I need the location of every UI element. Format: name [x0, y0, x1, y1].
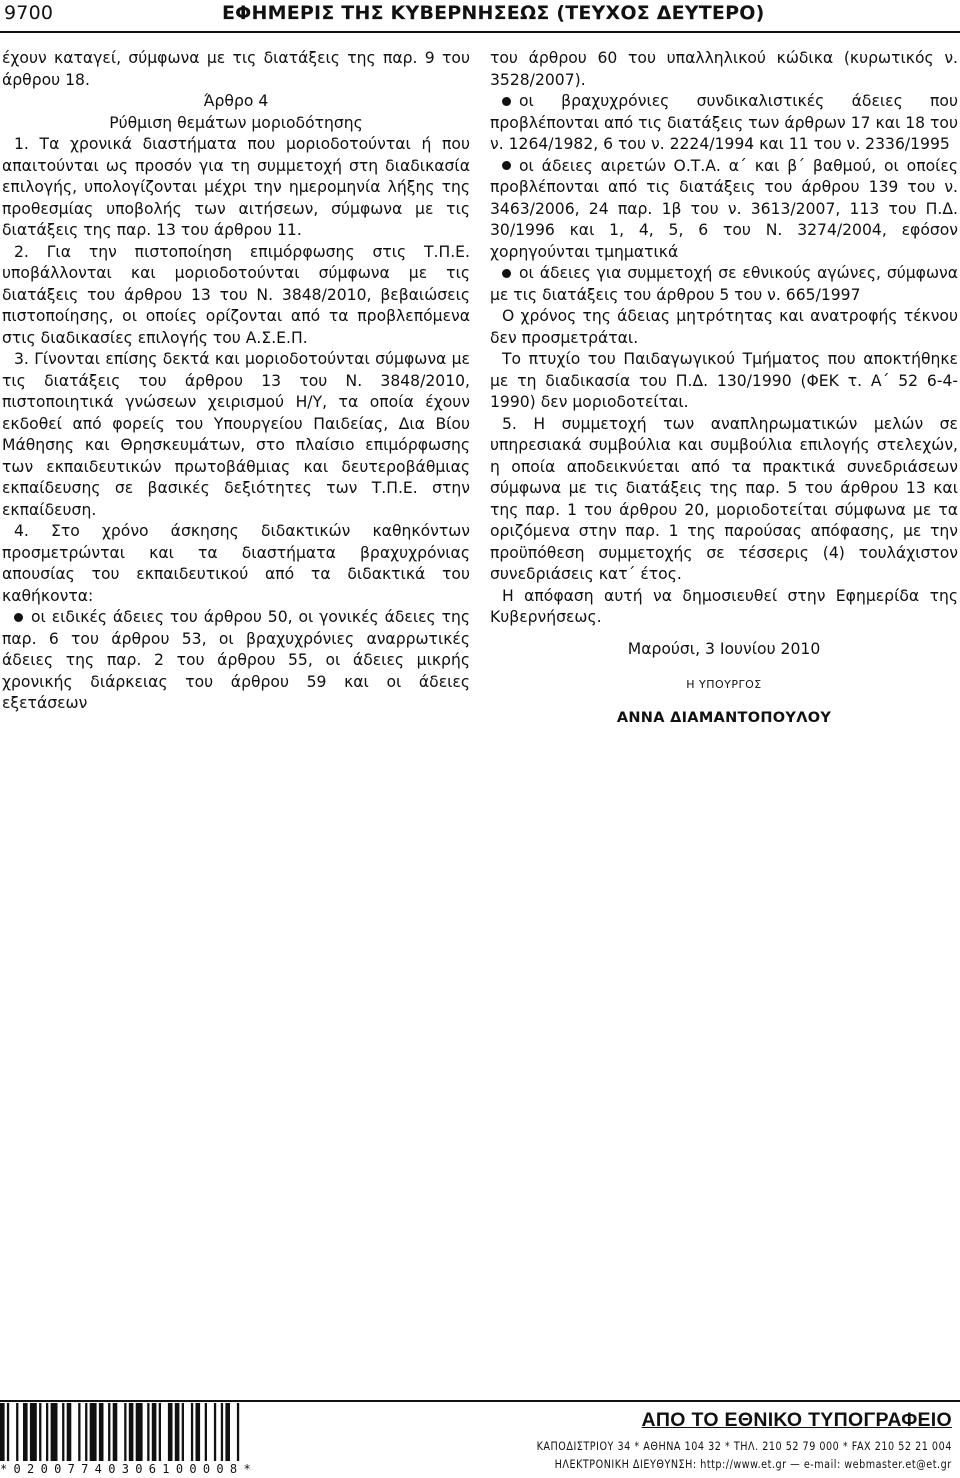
- paragraph: 3. Γίνονται επίσης δεκτά και μοριοδοτούνται σύμφωνα με τις διατάξεις του άρθρου 13 του Ν. 3848/2010, πιστοποιητικά γνώσεων χειρισμού Η/Υ, τα οποία έχουν εκδοθεί από φορείς του Υπουργείου Παιδείας, Δια Βίου Μάθησης και Θρησκευμάτων, στο πλαίσιο επιμόρφωσης των εκπαιδευτικών πρωτοβάθμιας και δευτεροβάθμιας εκπαίδευσης σε βασικές δεξιότητες των Τ.Π.Ε. στην εκπαίδευση.: [2, 350, 470, 519]
- barcode-bar: [168, 1403, 173, 1461]
- barcode-bar: [182, 1403, 184, 1461]
- barcode-bar: [205, 1403, 207, 1461]
- barcode-bar: [129, 1403, 134, 1461]
- barcode-bar: [67, 1403, 72, 1461]
- barcode-bar: [7, 1403, 9, 1461]
- paragraph: 1. Τα χρονικά διαστήματα που μοριοδοτούνται ή που απαιτούνται ως προσόν για τη συμμετοχή στη διαδικασία επιλογής, υπολογίζονται μέχρι την ημερομηνία λήξης της προθεσμίας υποβολής των αιτήσεων, σύμφωνα με τις διατάξεις της παρ. 13 του άρθρου 11.: [2, 135, 470, 239]
- left-column: [2, 48, 470, 715]
- bullet-icon: [502, 161, 511, 170]
- right-column: [490, 48, 958, 729]
- barcode-bar: [78, 1403, 80, 1461]
- barcode-bar: [175, 1403, 180, 1461]
- paragraph: 4. Στο χρόνο άσκησης διδακτικών καθηκόντων προσμετρώνται και τα διαστήματα βραχυχρόνιας απουσίας του εκπαιδευτικού από τα διδακτικά του καθήκοντα:: [2, 522, 470, 605]
- bullet-icon: [502, 97, 511, 106]
- signature-name: ΑΝΝΑ ΔΙΑΜΑΝΤΟΠΟΥΛΟΥ: [616, 709, 832, 726]
- bullet-item: [490, 91, 958, 156]
- paragraph: Το πτυχίο του Παιδαγωγικού Τμήματος που αποκτήθηκε με τη διαδικασία του Π.Δ. 130/1990 (ΦΕΚ τ. Α΄ 52 6-4-1990) δεν μοριοδοτείται.: [490, 350, 958, 411]
- footer-rule: [0, 1400, 960, 1402]
- page-header: [0, 0, 960, 32]
- bullet-text: οι άδειες αιρετών Ο.Τ.Α. α΄ και β΄ βαθμού, οι οποίες προβλέπονται από τις διατάξεις του άρθρου 139 του ν. 3463/2006, 24 παρ. 1β του ν. 3613/2007, 113 του Π.Δ. 30/1996 και 1, 4, 5, 6 του Ν. 3274/2004, εφόσον χορηγούνται τμηματικά: [490, 156, 958, 261]
- signature-date: Μαρούσι, 3 Ιουνίου 2010: [627, 639, 821, 658]
- barcode-bar: [30, 1403, 37, 1461]
- barcode-bar: [90, 1403, 97, 1461]
- barcode-bar: [152, 1403, 157, 1461]
- barcode-bar: [16, 1403, 18, 1461]
- barcode-bar: [23, 1403, 28, 1461]
- barcode-bar: [46, 1403, 48, 1461]
- journal-title: ΕΦΗΜΕΡΙΣ ΤΗΣ ΚΥΒΕΡΝΗΣΕΩΣ (ΤΕΥΧΟΣ ΔΕΥΤΕΡΟ): [222, 2, 765, 24]
- barcode-bar: [147, 1403, 149, 1461]
- bullet-text: οι άδειες για συμμετοχή σε εθνικούς αγώνες, σύμφωνα με τις διατάξεις του άρθρου 5 του ν. 665/1997: [490, 264, 958, 304]
- bullet-item: [2, 607, 470, 715]
- barcode-bar: [113, 1403, 118, 1461]
- barcode-bar: [191, 1403, 193, 1461]
- printer-contact: ΚΑΠΟΔΙΣΤΡΙΟΥ 34 * ΑΘΗΝΑ 104 32 * ΤΗΛ. 210 52 79 000 * FAX 210 52 21 004: [536, 1440, 952, 1453]
- header-rule: [0, 31, 960, 33]
- bullet-icon: [14, 613, 23, 622]
- barcode-bar: [51, 1403, 58, 1461]
- printer-web: ΗΛΕΚΤΡΟΝΙΚΗ ΔΙΕΥΘΥΝΣΗ: http://www.et.gr — e-mail: webmaster.et@et.gr: [554, 1458, 952, 1471]
- paragraph: Ο χρόνος της άδειας μητρότητας και ανατροφής τέκνου δεν προσμετράται.: [490, 307, 958, 347]
- barcode-bar: [214, 1403, 216, 1461]
- barcode-bar: [39, 1403, 41, 1461]
- paragraph: του άρθρου 60 του υπαλληλικού κώδικα (κυρωτικός ν. 3528/2007).: [490, 49, 958, 89]
- article-title: Ρύθμιση θεμάτων μοριοδότησης: [109, 113, 363, 132]
- bullet-icon: [502, 269, 511, 278]
- printer-name: ΑΠΟ ΤΟ ΕΘΝΙΚΟ ΤΥΠΟΓΡΑΦΕΙΟ: [641, 1409, 952, 1431]
- bullet-item: [490, 263, 958, 306]
- bullet-text: οι ειδικές άδειες του άρθρου 50, οι γονικές άδειες της παρ. 6 του άρθρου 53, οι βραχυχρόνιες αναρρωτικές άδειες της παρ. 2 του άρθρου 55, οι άδειες μικρής χρονικής διάρκειας του άρθρου 59 και οι άδειες εξετάσεων: [2, 608, 470, 712]
- barcode-icon: [0, 1403, 300, 1465]
- paragraph: έχουν καταγεί, σύμφωνα με τις διατάξεις της παρ. 9 του άρθρου 18.: [2, 49, 470, 89]
- barcode-bar: [136, 1403, 143, 1461]
- barcode-digits: *02007740306100008*: [0, 1462, 257, 1476]
- barcode-bar: [159, 1403, 161, 1461]
- barcode-bar: [124, 1403, 126, 1461]
- barcode-bar: [237, 1403, 239, 1461]
- barcode-bar: [0, 1403, 5, 1461]
- article-number: Άρθρο 4: [203, 92, 269, 110]
- barcode-bar: [85, 1403, 87, 1461]
- bullet-item: [490, 156, 958, 264]
- barcode-bar: [221, 1403, 223, 1461]
- paragraph: Η απόφαση αυτή να δημοσιευθεί στην Εφημερίδα της Κυβερνήσεως.: [490, 586, 958, 626]
- paragraph: 5. Η συμμετοχή των αναπληρωματικών μελών σε υπηρεσιακά συμβούλια και συμβούλια επιλογής στελεχών, η οποία αποδεικνύεται από τα πρακτικά συνεδριάσεων σύμφωνα με τις διατάξεις της παρ. 5 του άρθρου 13 και της παρ. 1 του άρθρου 20, μοριοδοτείται σύμφωνα με τα οριζόμενα στην παρ. 1 της παρούσας απόφασης, με την προϋπόθεση συμμετοχής σε τέσσερις (4) τουλάχιστον συνεδριάσεις κατ΄ έτος.: [490, 414, 958, 583]
- barcode-bar: [225, 1403, 230, 1461]
- barcode-bar: [196, 1403, 201, 1461]
- paragraph: 2. Για την πιστοποίηση επιμόρφωσης στις Τ.Π.Ε. υποβάλλονται και μοριοδοτούνται σύμφωνα με τις διατάξεις του άρθρου 13 του Ν. 3848/2010, βεβαιώσεις πιστοποίησης, οι οποίες ορίζονται από τα προβλεπόμενα στις διαδικασίες επιλογής του Α.Σ.Ε.Π.: [2, 242, 470, 347]
- barcode-bar: [108, 1403, 110, 1461]
- bullet-text: οι βραχυχρόνιες συνδικαλιστικές άδειες που προβλέπονται από τις διατάξεις των άρθρων 17 και 18 του ν. 1264/1982, 6 του ν. 2224/1994 και 11 του ν. 2336/1995: [490, 92, 958, 153]
- barcode-bar: [99, 1403, 104, 1461]
- signature-role: Η ΥΠΟΥΡΓΟΣ: [686, 678, 762, 691]
- barcode-bar: [62, 1403, 64, 1461]
- page-number: 9700: [4, 2, 54, 24]
